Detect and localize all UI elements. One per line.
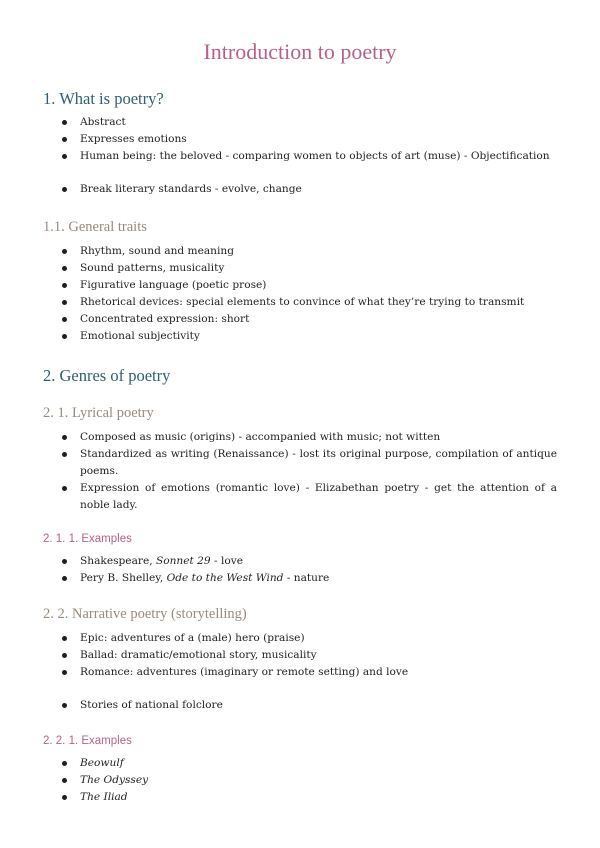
- general-traits-list: [59, 243, 557, 345]
- list-item: Human being: the beloved - comparing women to objects of art (muse) - Objectification: [59, 148, 557, 165]
- lyrical-examples-list: [59, 553, 557, 587]
- list-item: Composed as music (origins) - accompanied with music; not witten: [59, 429, 557, 446]
- list-item: [59, 553, 557, 570]
- example-work-title: Ode to the West Wind: [166, 572, 284, 584]
- section-heading-narrative-examples: 2. 2. 1. Examples: [43, 735, 132, 747]
- list-item: Sound patterns, musicality: [59, 260, 557, 277]
- list-item: Epic: adventures of a (male) hero (praise): [59, 630, 557, 647]
- list-item: Stories of national folclore: [59, 697, 557, 714]
- page-title: Introduction to poetry: [203, 39, 397, 64]
- section-heading-narrative-poetry: 2. 2. Narrative poetry (storytelling): [43, 606, 247, 622]
- list-item: Romance: adventures (imaginary or remote setting) and love: [59, 664, 557, 681]
- example-author: Pery B. Shelley,: [80, 572, 167, 584]
- what-is-poetry-list: [59, 114, 557, 198]
- list-item: Ballad: dramatic/emotional story, musicality: [59, 647, 557, 664]
- list-item: Concentrated expression: short: [59, 311, 557, 328]
- section-heading-general-traits: 1.1. General traits: [43, 219, 147, 235]
- example-work-title: The Odyssey: [80, 774, 149, 786]
- example-theme: - nature: [283, 572, 330, 584]
- example-work-title: The Iliad: [80, 791, 128, 803]
- section-heading-lyrical-examples: 2. 1. 1. Examples: [43, 533, 132, 545]
- list-item: Standardized as writing (Renaissance) - lost its original purpose, compilation of antique poems.: [59, 446, 557, 480]
- list-item: Rhythm, sound and meaning: [59, 243, 557, 260]
- list-item: [59, 789, 557, 806]
- section-heading-genres-of-poetry: 2. Genres of poetry: [43, 366, 171, 385]
- list-item: [59, 755, 557, 772]
- lyrical-poetry-list: [59, 429, 557, 514]
- example-work-title: Beowulf: [80, 757, 124, 769]
- example-work-title: Sonnet 29: [155, 555, 211, 567]
- section-heading-lyrical-poetry: 2. 1. Lyrical poetry: [43, 405, 154, 421]
- narrative-examples-list: [59, 755, 557, 806]
- list-item: Abstract: [59, 114, 557, 131]
- section-heading-what-is-poetry: 1. What is poetry?: [43, 89, 164, 108]
- list-item: Expression of emotions (romantic love) - Elizabethan poetry - get the attention of a noble lady.: [59, 480, 557, 514]
- list-item: Break literary standards - evolve, change: [59, 181, 557, 198]
- list-item: Figurative language (poetic prose): [59, 277, 557, 294]
- list-item: Emotional subjectivity: [59, 328, 557, 345]
- list-item: [59, 772, 557, 789]
- example-author: Shakespeare,: [80, 555, 156, 567]
- example-theme: - love: [210, 555, 243, 567]
- list-item: Expresses emotions: [59, 131, 557, 148]
- list-item: [59, 570, 557, 587]
- list-item: Rhetorical devices: special elements to convince of what they’re trying to transmit: [59, 294, 557, 311]
- narrative-poetry-list: [59, 630, 557, 714]
